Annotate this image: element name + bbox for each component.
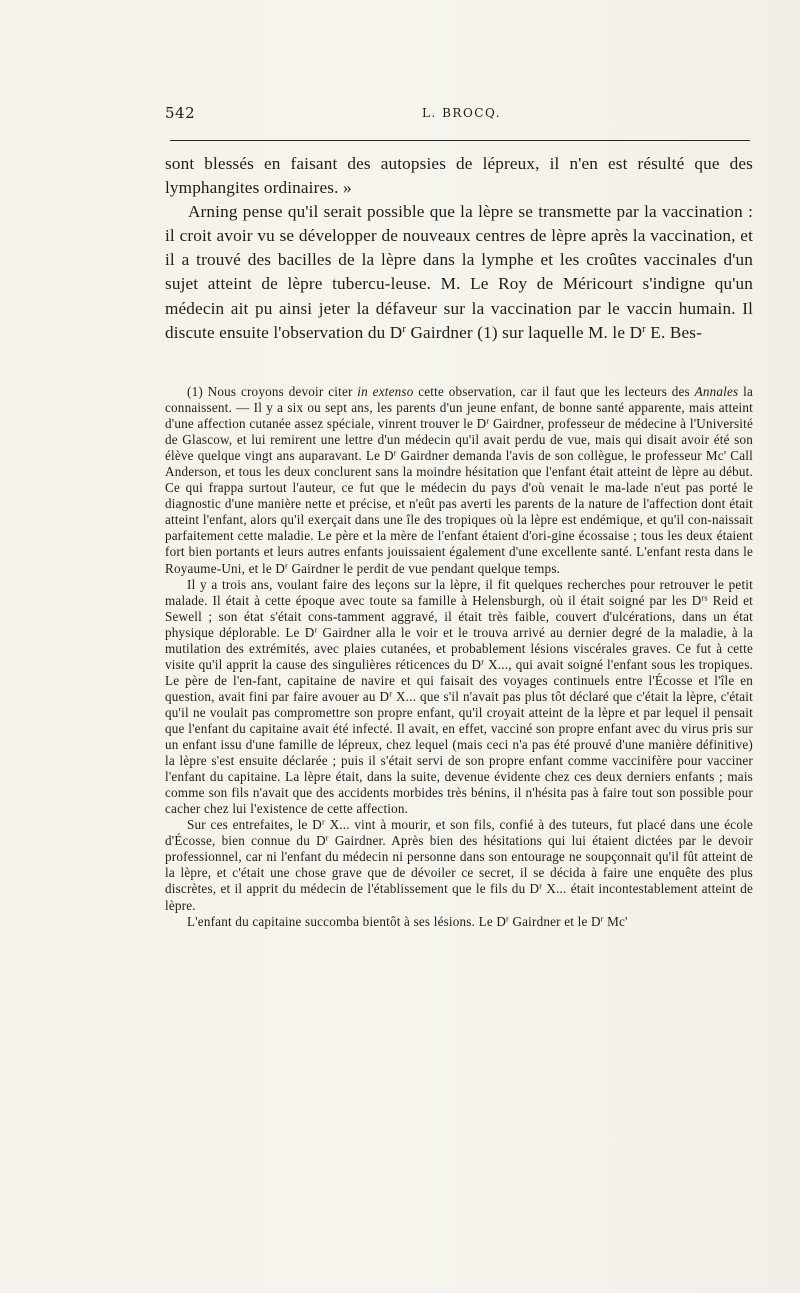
main-paragraph-2: Arning pense qu'il serait possible que la lèpre se transmette par la vaccination : il croit avoir vu se développer de nouveaux centres de lèpre après la vaccination, et il a trouvé des bacilles de la lèpre dans la lymphe et les croûtes vaccinales d'un sujet atteint de lèpre tubercu-leuse. M. Le Roy de Méricourt s'indigne qu'un médecin ait pu ainsi jeter la défaveur sur la vaccination par le vaccin humain. Il discute ensuite l'observation du $D^r$ Gairdner (1) sur laquelle M. le $D^r$ E. Bes- <box>165 202 753 342</box>
page-number: 542 <box>165 104 196 122</box>
header-rule <box>170 140 750 141</box>
footnote <box>165 384 753 930</box>
page-header <box>165 104 750 128</box>
running-head: L. BROCQ. <box>422 106 502 120</box>
main-paragraph-1: sont blessés en faisant des autopsies de lépreux, il n'en est résulté que des lymphangites ordinaires. » <box>165 154 753 198</box>
footnote-paragraph-2: Il y a trois ans, voulant faire des leçons sur la lèpre, il fit quelques recherches pour retrouver le petit malade. Il était à cette époque avec toute sa famille à Helensburgh, où il était soigné par les $D^{rs}$ Reid et Sewell ; son état s'était cons-tamment aggravé, il était très faible, couvert d'ulcérations, dans un état physique déplorable. Le $D^r$ Gairdner alla le voir et le trouva arrivé au dernier degré de la maladie, à la mutilation des extrémités, avec plaies cutanées, et probablement lésions viscérales graves. Ce fut à cette visite qu'il apprit la cause des singulières réticences du $D^r$ X..., qui avait soigné l'enfant sous les tropiques. Le père de l'en-fant, capitaine de navire et qui faisait des voyages continuels entre l'Écosse et l'île en question, avait fini par faire avouer au $D^r$ X... que s'il n'avait pas plus tôt déclaré que c'était la lèpre, c'était qu'il ne voulait pas compromettre son propre enfant, qu'il croyait atteint de la lèpre et par lequel il pensait que l'enfant du capitaine avait été infecté. Il avait, en effet, vacciné son propre enfant avec du virus pris sur un enfant issu d'une famille de lépreux, chez lequel (mais ceci n'a pas été prouvé d'une manière définitive) la lèpre s'est ensuite déclarée ; puis il s'était servi de son propre enfant comme vaccinifère pour vacciner l'enfant du capitaine. La lèpre était, dans la suite, devenue évidente chez ces deux derniers enfants ; mais comme son fils n'avait que des accidents morbides très bénins, il n'hésita pas à faire tout son possible pour cacher chez lui l'existence de cette affection. <box>165 576 753 817</box>
footnote-paragraph-1: (1) Nous croyons devoir citer in extenso cette observation, car il faut que les lecteurs des Annales la connaissent. — Il y a six ou sept ans, les parents d'un jeune enfant, de bonne santé apparente, mais atteint d'une affection cutanée assez spéciale, vinrent trouver le $D^r$ Gairdner, professeur de médecine à l'Université de Glascow, et lui remirent une lettre d'un médecin qu'il avait perdu de vue, mais qui disait avoir été son élève quelque vingt ans auparavant. Le $D^r$ Gairdner demanda l'avis de son collègue, le professeur Mc' Call Anderson, et tous les deux conclurent sans la moindre hésitation que l'enfant était atteint de lèpre au début. Ce qui frappa surtout l'auteur, ce fut que le médecin du pays d'où venait le ma-lade n'eut pas porté le diagnostic d'une manière nette et précise, et n'eût pas averti les parents de la nature de l'affection dont était atteint l'enfant, alors qu'il exerçait dans une île des tropiques où la lèpre est endémique, et qu'il con-naissait parfaitement cette maladie. Le père et la mère de l'enfant étaient d'ori-gine écossaise ; tous les deux étaient fort bien portants et leurs autres enfants jouissaient également d'une excellente santé. L'enfant resta dans le Royaume-Uni, et le $D^r$ Gairdner le perdit de vue pendant quelque temps. <box>165 384 754 576</box>
main-text <box>165 152 753 345</box>
footnote-paragraph-3: Sur ces entrefaites, le $D^r$ X... vint à mourir, et son fils, confié à des tuteurs, fut placé dans une école d'Écosse, bien connue du $D^r$ Gairdner. Après bien des hésitations qui lui étaient dictées par le devoir professionnel, car ni l'enfant du médecin ni personne dans son entourage ne soupçonnait qu'il fût atteint de la lèpre, et c'était une chose grave que de dévoiler ce secret, il se décida à faire une enquête des plus discrètes, et il apprit du médecin de l'établissement que le fils du $D^r$ X... était incontestablement atteint de lèpre. <box>165 817 754 913</box>
footnote-paragraph-4: L'enfant du capitaine succomba bientôt à ses lésions. Le $D^r$ Gairdner et le $D^r$ Mc' <box>187 913 628 929</box>
